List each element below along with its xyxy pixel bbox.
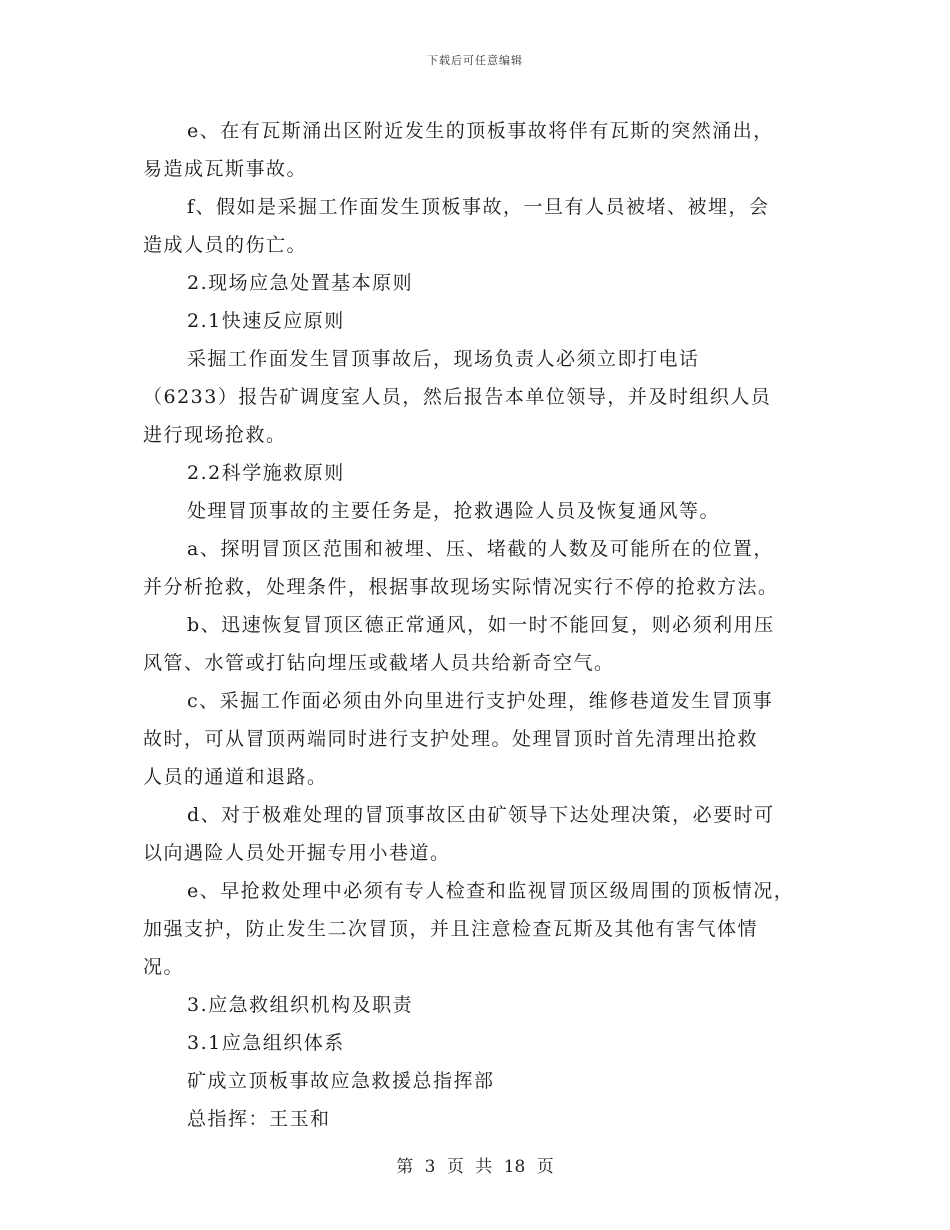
paragraph-line: 风管、水管或打钻向埋压或截堵人员共给新奇空气。 xyxy=(143,652,615,674)
paragraph-line: 造成人员的伤亡。 xyxy=(143,234,308,256)
page-header: 下载后可任意编辑 xyxy=(427,54,523,67)
paragraph-line: c、采掘工作面必须由外向里进行支护处理，维修巷道发生冒顶事 xyxy=(187,690,774,712)
paragraph-line: 矿成立顶板事故应急救援总指挥部 xyxy=(187,1070,495,1092)
paragraph-line: f、假如是采掘工作面发生顶板事故，一旦有人员被堵、被埋，会 xyxy=(187,196,770,218)
paragraph-line: a、探明冒顶区范围和被埋、压、堵截的人数及可能所在的位置， xyxy=(187,538,774,560)
paragraph-line: b、迅速恢复冒顶区德正常通风，如一时不能回复，则必须利用压 xyxy=(187,614,775,636)
document-body xyxy=(143,112,843,1138)
subsection-heading: 3.1应急组织体系 xyxy=(187,1032,345,1054)
subsection-heading: 2.1快速反应原则 xyxy=(187,310,345,332)
paragraph-line: 易造成瓦斯事故。 xyxy=(143,158,308,180)
section-heading: 2.现场应急处置基本原则 xyxy=(187,272,414,294)
paragraph-line: 加强支护，防止发生二次冒顶，并且注意检查瓦斯及其他有害气体情 xyxy=(143,918,759,940)
subsection-heading: 2.2科学施救原则 xyxy=(187,462,345,484)
paragraph-line: 以向遇险人员处开掘专用小巷道。 xyxy=(143,842,451,864)
paragraph-line: 处理冒顶事故的主要任务是，抢救遇险人员及恢复通风等。 xyxy=(187,500,721,522)
paragraph-line: 进行现场抢救。 xyxy=(143,424,287,446)
paragraph-line: 采掘工作面发生冒顶事故后，现场负责人必须立即打电话 xyxy=(187,348,700,370)
paragraph-line: 人员的通道和退路。 xyxy=(143,766,328,788)
paragraph-line: 况。 xyxy=(143,956,185,978)
paragraph-line: e、早抢救处理中必须有专人检查和监视冒顶区级周围的顶板情况， xyxy=(187,880,795,902)
paragraph-line: e、在有瓦斯涌出区附近发生的顶板事故将伴有瓦斯的突然涌出， xyxy=(187,120,774,142)
paragraph-line: 并分析抢救，处理条件，根据事故现场实际情况实行不停的抢救方法。 xyxy=(143,576,779,598)
paragraph-line: d、对于极难处理的冒顶事故区由矿领导下达处理决策，必要时可 xyxy=(187,804,775,826)
section-heading: 3.应急救组织机构及职责 xyxy=(187,994,414,1016)
paragraph-line: 故时，可从冒顶两端同时进行支护处理。处理冒顶时首先清理出抢救 xyxy=(143,728,759,750)
page-number: 第 3 页 共 18 页 xyxy=(396,1157,554,1177)
paragraph-line: 总指挥：王玉和 xyxy=(187,1108,331,1130)
paragraph-line: （6233）报告矿调度室人员，然后报告本单位领导，并及时组织人员 xyxy=(143,386,772,408)
